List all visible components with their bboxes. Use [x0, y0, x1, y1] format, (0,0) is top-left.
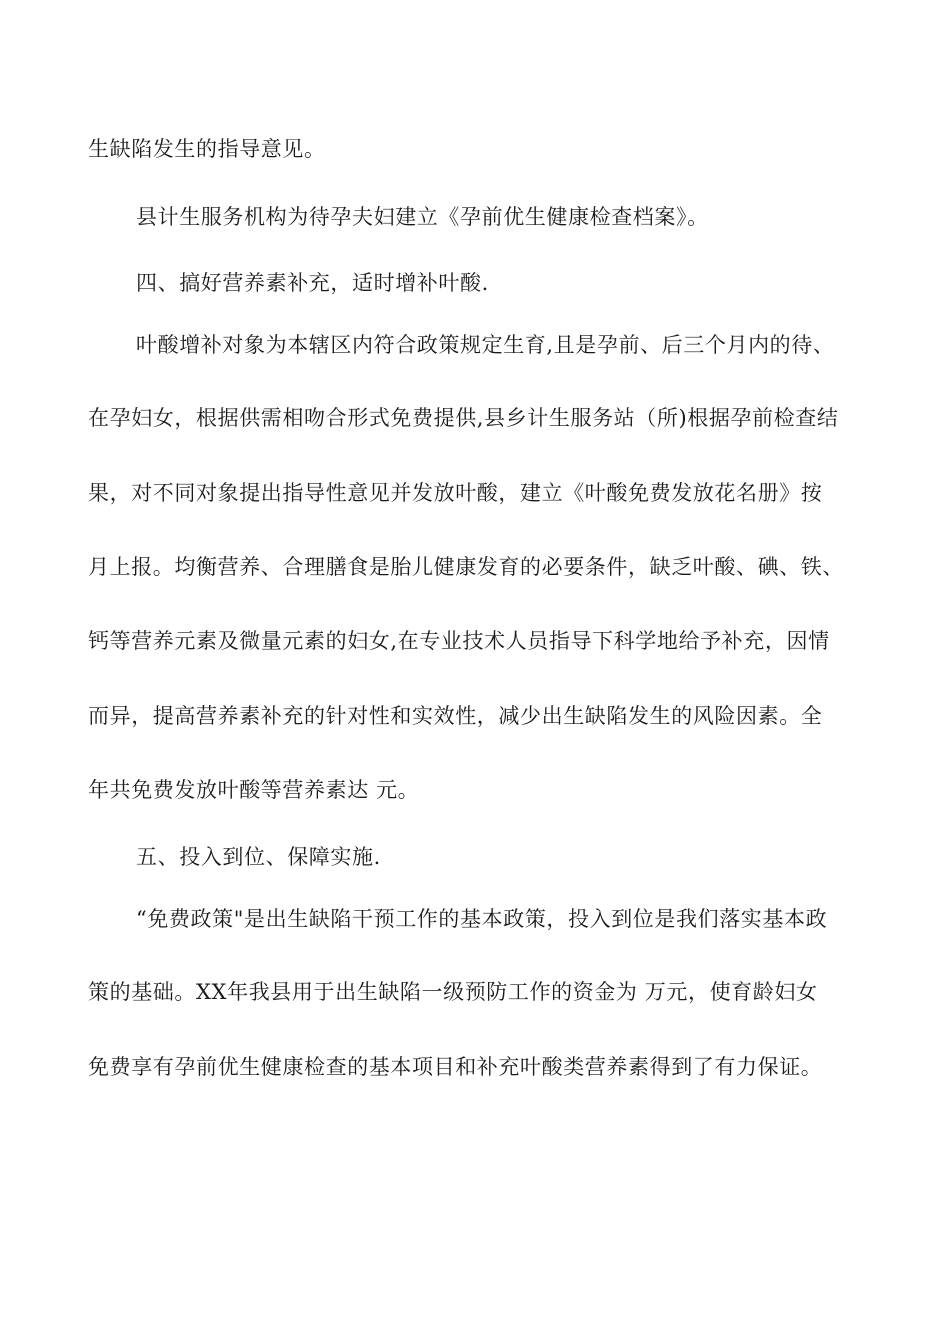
body-text-line: 而异，提高营养素补充的针对性和实效性，减少出生缺陷发生的风险因素。全 — [88, 704, 823, 728]
body-text-line: 月上报。均衡营养、合理膳食是胎儿健康发育的必要条件，缺乏叶酸、碘、铁、 — [88, 555, 844, 579]
body-text-line: 策的基础。XX年我县用于出生缺陷一级预防工作的资金为 万元，使育龄妇女 — [88, 980, 818, 1004]
body-text-line: 免费享有孕前优生健康检查的基本项目和补充叶酸类营养素得到了有力保证。 — [88, 1055, 823, 1079]
body-text-line: 县计生服务机构为待孕夫妇建立《孕前优生健康检查档案》。 — [136, 205, 709, 229]
body-text-line: 果，对不同对象提出指导性意见并发放叶酸，建立《叶酸免费发放花名册》按 — [88, 481, 823, 505]
body-text-line: “免费政策"是出生缺陷干预工作的基本政策，投入到位是我们落实基本政 — [136, 907, 828, 931]
body-text-line: 在孕妇女，根据供需相吻合形式免费提供,县乡计生服务站（所)根据孕前检查结 — [88, 406, 839, 430]
body-text-line: 钙等营养元素及微量元素的妇女,在专业技术人员指导下科学地给予补充，因情 — [88, 629, 830, 653]
section-heading: 四、搞好营养素补充，适时增补叶酸. — [136, 271, 489, 295]
body-text-line: 叶酸增补对象为本辖区内符合政策规定生育,且是孕前、后三个月内的待、 — [136, 333, 835, 357]
body-text-line: 生缺陷发生的指导意见。 — [88, 137, 326, 161]
section-heading: 五、投入到位、保障实施. — [136, 845, 381, 869]
body-text-line: 年共免费发放叶酸等营养素达 元。 — [88, 778, 420, 802]
